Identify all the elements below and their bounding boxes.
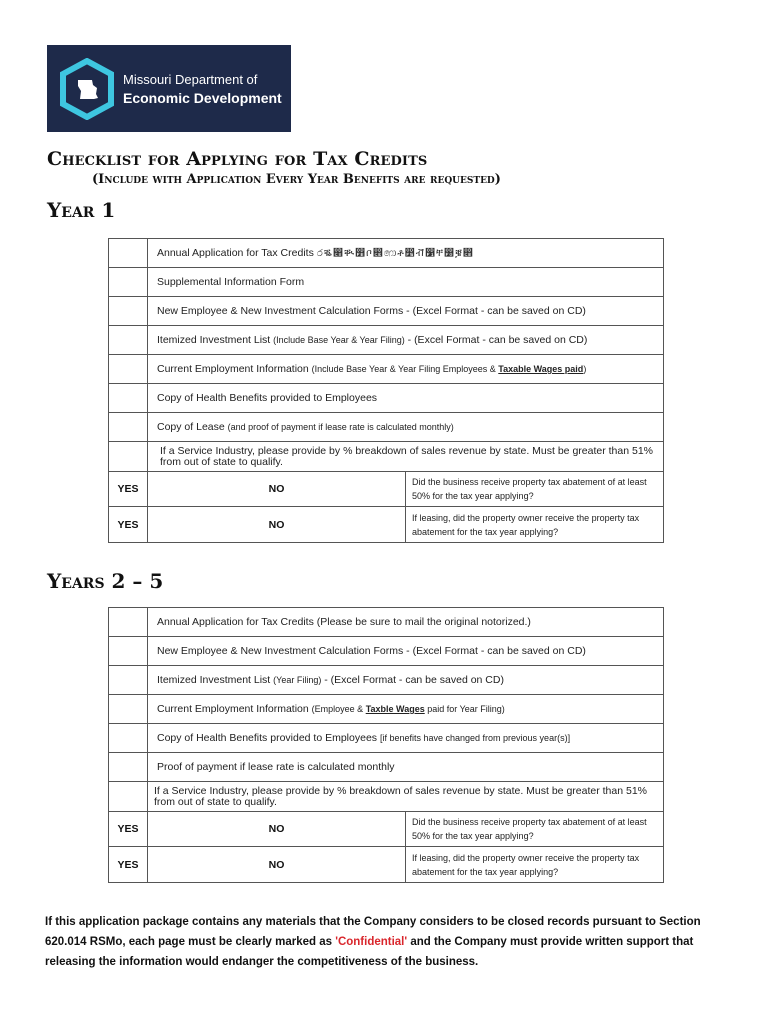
no-option[interactable]: NO [148,812,406,847]
question-text: If leasing, did the property owner receive the property tax abatement for the tax year applying? [406,847,664,883]
checkbox-cell[interactable] [109,413,148,442]
no-option[interactable]: NO [148,847,406,883]
checklist-item [148,297,664,326]
item-small-text: (Employee & [311,704,366,714]
question-row [109,472,664,507]
item-text: Proof of payment if lease rate is calculated monthly [157,761,395,773]
checklist-row [109,326,664,355]
item-text: Supplemental Information Form [157,276,305,288]
yes-option[interactable]: YES [109,812,148,847]
question-text: If leasing, did the property owner receive the property tax abatement for the tax year applying? [406,507,664,543]
checklist-row [109,268,664,297]
checklist-item [148,608,664,637]
years2-5-heading: Years 2 – 5 [47,569,164,593]
item-rest-text: - (Excel Format - can be saved on CD) [404,334,588,346]
checklist-row [109,724,664,753]
item-small-text: (Year Filing) [273,675,322,685]
checkbox-cell[interactable] [109,782,148,812]
confidentiality-notice [45,912,710,972]
item-text: Itemized Investment List [157,674,274,686]
item-text: Annual Application for Tax Credits [157,247,317,259]
item-small-text: (Include Base Year & Year Filing Employees & [311,364,499,374]
item-rest-text: ) [583,364,587,374]
item-text: Itemized Investment List [157,334,274,346]
mo-ded-logo [47,45,291,132]
item-text: New Employee & New Investment Calculation Forms - (Excel Format - can be saved on CD) [157,645,586,657]
page-subtitle: (Include with Application Every Year Benefits are requested) [92,172,501,187]
question-row [109,812,664,847]
checkbox-cell[interactable] [109,384,148,413]
checkbox-cell[interactable] [109,355,148,384]
checklist-row [109,666,664,695]
checklist-row [109,608,664,637]
checklist-item [148,268,664,297]
checkbox-cell[interactable] [109,724,148,753]
item-text: New Employee & New Investment Calculation Forms - (Excel Format - can be saved on CD) [157,305,586,317]
checklist-row [109,384,664,413]
year1-heading: Year 1 [47,198,116,222]
checklist-item [148,753,664,782]
item-text: Current Employment Information [157,363,312,375]
notice-text-1: If this application package contains any materials that the Company considers to be closed records pursuant to Section 620.014 RSMo, each page must be clearly marked as [45,916,701,948]
checklist-item [148,442,664,472]
checklist-item [148,637,664,666]
logo-line-2: Economic Development [123,89,282,106]
checklist-item [148,239,664,268]
logo-line-1: Missouri Department of [123,71,258,87]
item-text: Copy of Lease [157,421,228,433]
checklist-row [109,695,664,724]
no-option[interactable]: NO [148,507,406,543]
checkbox-cell[interactable] [109,637,148,666]
checklist-row [109,637,664,666]
checkbox-cell[interactable] [109,608,148,637]
checklist-item [148,724,664,753]
checkbox-cell[interactable] [109,666,148,695]
checklist-item [148,355,664,384]
item-underline-text: Taxable Wages paid [498,364,584,374]
checkbox-cell[interactable] [109,695,148,724]
item-text: Annual Application for Tax Credits (Please be sure to mail the original notorized.) [157,616,531,628]
checklist-row [109,442,664,472]
missouri-state-hexagon-icon [59,58,115,120]
checkbox-cell[interactable] [109,326,148,355]
item-text: Current Employment Information [157,703,312,715]
checklist-row [109,753,664,782]
checkbox-cell[interactable] [109,753,148,782]
checklist-row [109,355,664,384]
item-rest-text: paid for Year Filing) [424,704,505,714]
no-option[interactable]: NO [148,472,406,507]
question-row [109,507,664,543]
checklist-row [109,413,664,442]
page-title: Checklist for Applying for Tax Credits [47,148,428,170]
notice-text-2: and the Company must provide written support that releasing the information would endanger the competitiveness of the business. [45,936,694,968]
checklist-item [148,666,664,695]
checkbox-cell[interactable] [109,297,148,326]
item-text: Copy of Health Benefits provided to Employees [157,732,380,744]
item-garbled-text: ෮ቘ෈ቚ෻ቦ෎෩ቶ෵ቭ෱ቸ෰ቜ෋ [316,248,474,259]
checkbox-cell[interactable] [109,268,148,297]
confidential-label: 'Confidential' [335,936,408,948]
question-text: Did the business receive property tax abatement of at least 50% for the tax year applying? [406,472,664,507]
item-text: If a Service Industry, please provide by % breakdown of sales revenue by state. Must be greater than 51% from out of state to qualify. [160,444,653,468]
checkbox-cell[interactable] [109,239,148,268]
item-small-text: [if benefits have changed from previous year(s)] [379,733,571,743]
question-text: Did the business receive property tax abatement of at least 50% for the tax year applying? [406,812,664,847]
checklist-row [109,239,664,268]
yes-option[interactable]: YES [109,847,148,883]
checklist-item [148,384,664,413]
checklist-item [148,782,664,812]
checkbox-cell[interactable] [109,442,148,472]
item-text: If a Service Industry, please provide by % breakdown of sales revenue by state. Must be greater than 51% from out of state to qualify. [154,784,647,808]
checklist-row [109,782,664,812]
question-row [109,847,664,883]
checklist-item [148,695,664,724]
item-small-text: (Include Base Year & Year Filing) [273,335,405,345]
checklist-row [109,297,664,326]
year1-checklist [108,238,664,543]
item-text: Copy of Health Benefits provided to Employees [157,392,378,404]
yes-option[interactable]: YES [109,507,148,543]
years2-5-checklist [108,607,664,883]
checklist-item [148,413,664,442]
item-small-text: (and proof of payment if lease rate is calculated monthly) [227,422,454,432]
yes-option[interactable]: YES [109,472,148,507]
item-underline-text: Taxble Wages [365,704,425,714]
item-rest-text: - (Excel Format - can be saved on CD) [321,674,504,686]
checklist-item [148,326,664,355]
